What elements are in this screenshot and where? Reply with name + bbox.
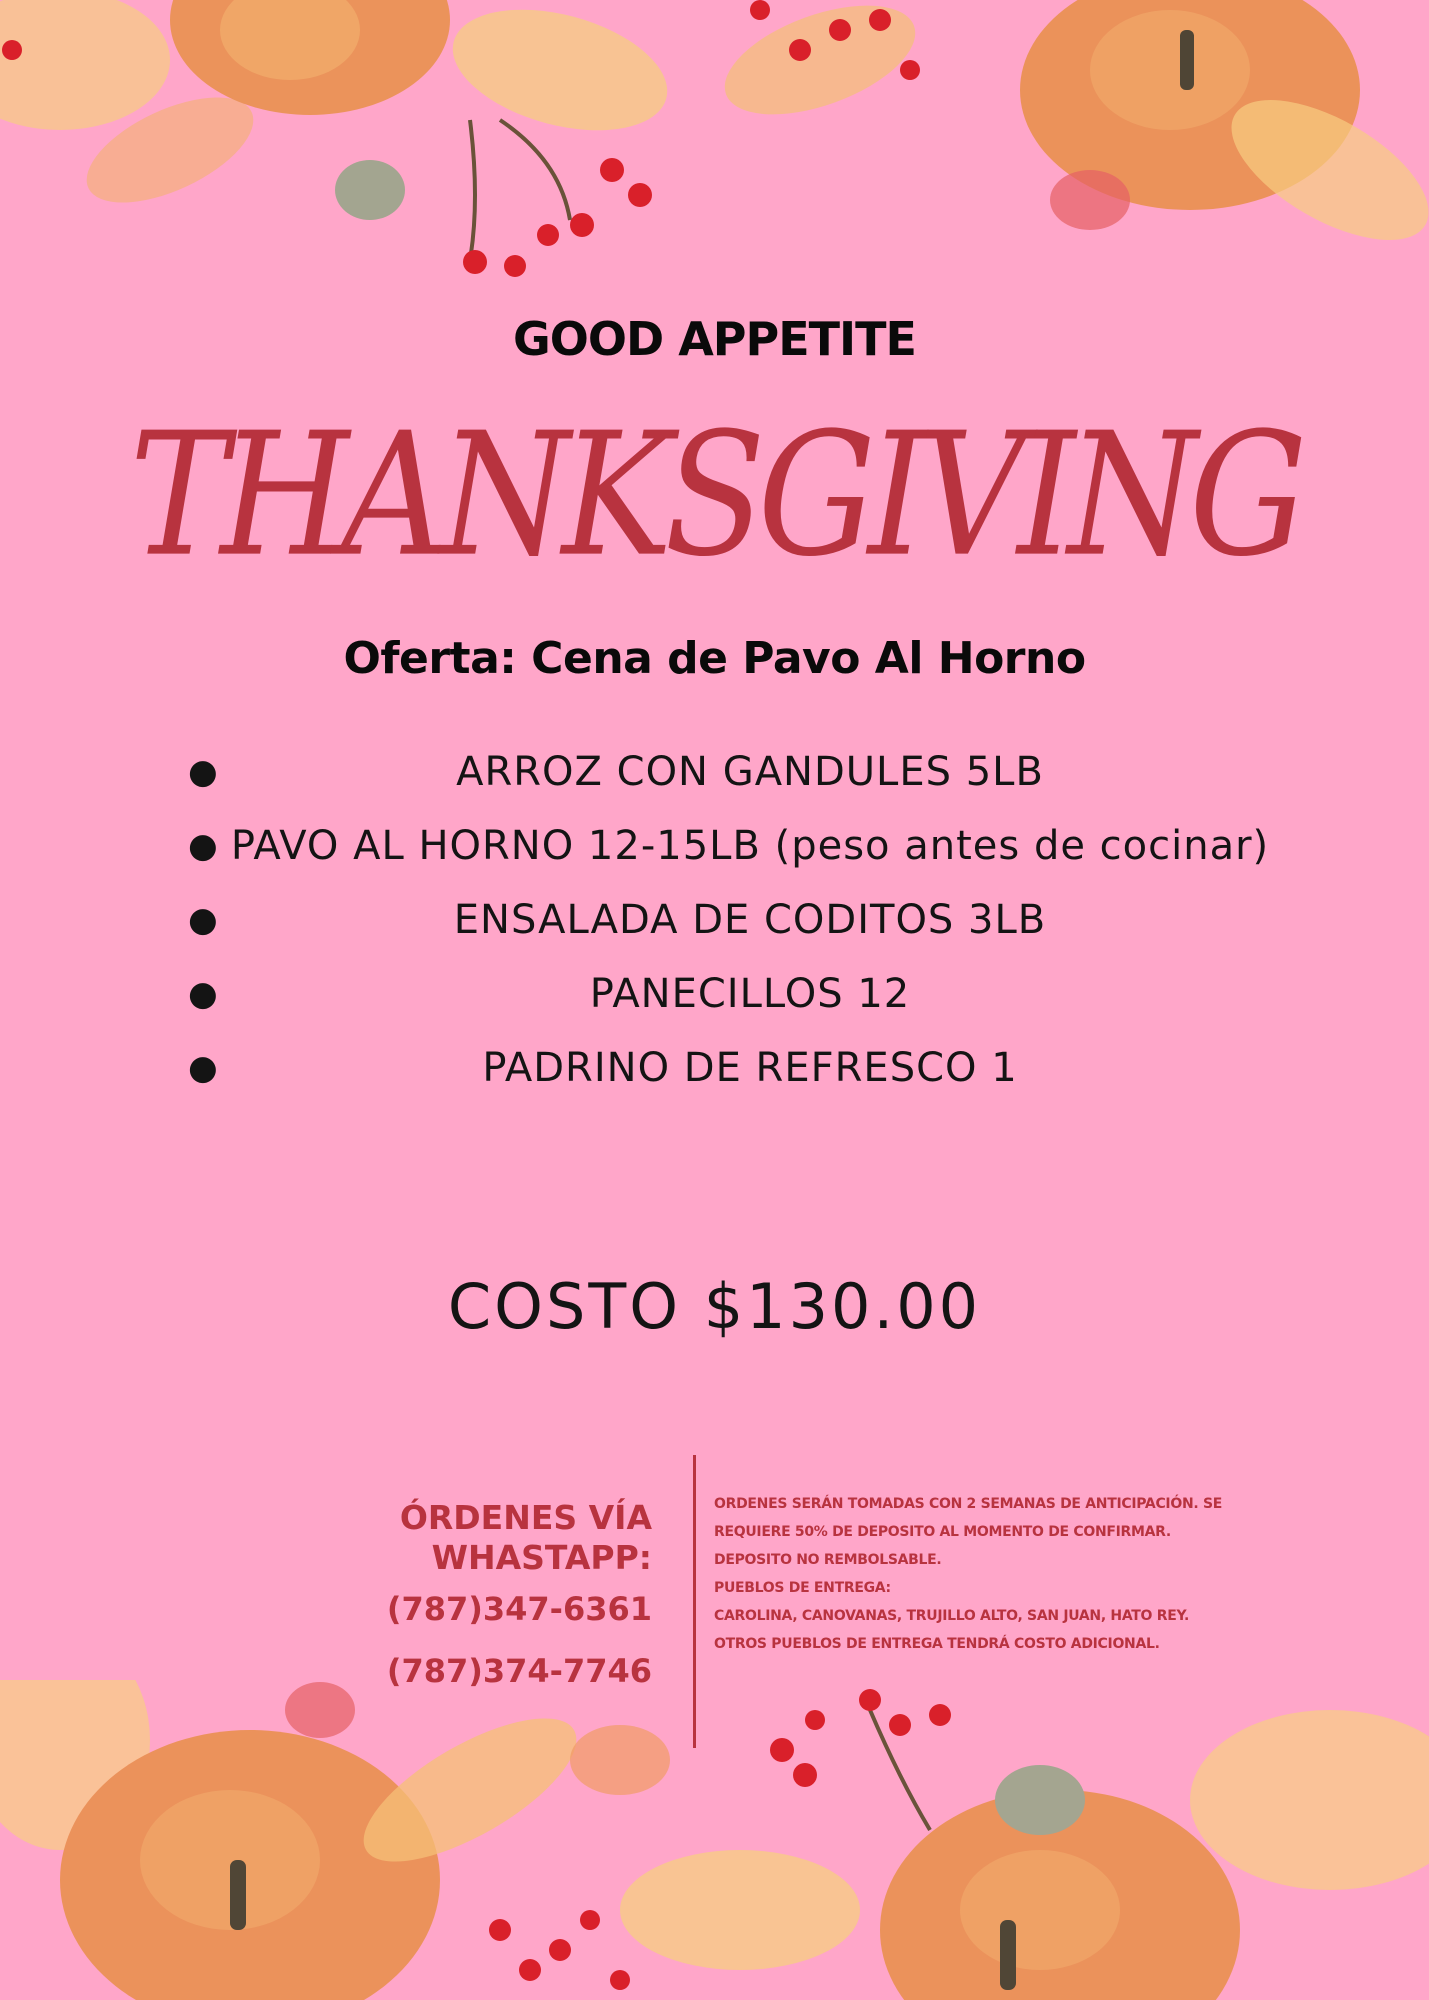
price-text: COSTO $130.00 — [447, 1270, 982, 1343]
orders-label: ÓRDENES VÍA WHASTAPP: — [399, 1498, 652, 1577]
bullet-icon: ● — [188, 1048, 219, 1088]
list-item-label: PANECILLOS 12 — [589, 971, 911, 1017]
list-item — [180, 883, 1280, 957]
note-line: OTROS PUEBLOS DE ENTREGA TENDRÁ COSTO ADICIONAL. — [714, 1636, 1160, 1652]
bullet-icon: ● — [188, 974, 219, 1014]
list-item — [180, 957, 1280, 1031]
list-item-label: PAVO AL HORNO 12-15LB (peso antes de cocinar) — [230, 823, 1270, 869]
page-title: THANKSGIVING — [129, 396, 1300, 594]
bullet-icon: ● — [188, 752, 219, 792]
phone-number: (787)374-7746 — [386, 1652, 652, 1690]
subtitle: GOOD APPETITE — [513, 312, 916, 366]
offer-heading: Oferta: Cena de Pavo Al Horno — [343, 633, 1086, 684]
list-item-label: ARROZ CON GANDULES 5LB — [456, 749, 1044, 795]
list-item — [180, 1031, 1280, 1105]
floral-border-bottom — [0, 1680, 1429, 2000]
list-item — [180, 735, 1280, 809]
list-item-label: PADRINO DE REFRESCO 1 — [482, 1045, 1018, 1091]
phone-number: (787)347-6361 — [386, 1590, 652, 1628]
note-line: PUEBLOS DE ENTREGA: — [714, 1580, 891, 1596]
note-line: REQUIERE 50% DE DEPOSITO AL MOMENTO DE CONFIRMAR. — [714, 1524, 1171, 1540]
note-line: DEPOSITO NO REMBOLSABLE. — [714, 1552, 942, 1568]
bullet-icon: ● — [188, 826, 219, 866]
orders-contact — [340, 1498, 652, 1702]
bullet-icon: ● — [188, 900, 219, 940]
list-item-label: ENSALADA DE CODITOS 3LB — [453, 897, 1047, 943]
note-line: ORDENES SERÁN TOMADAS CON 2 SEMANAS DE ANTICIPACIÓN. SE — [714, 1496, 1222, 1512]
menu-items-list — [180, 735, 1280, 1105]
floral-border-top — [0, 0, 1429, 290]
order-notes — [714, 1490, 1254, 1658]
note-line: CAROLINA, CANOVANAS, TRUJILLO ALTO, SAN JUAN, HATO REY. — [714, 1608, 1190, 1624]
list-item — [180, 809, 1280, 883]
